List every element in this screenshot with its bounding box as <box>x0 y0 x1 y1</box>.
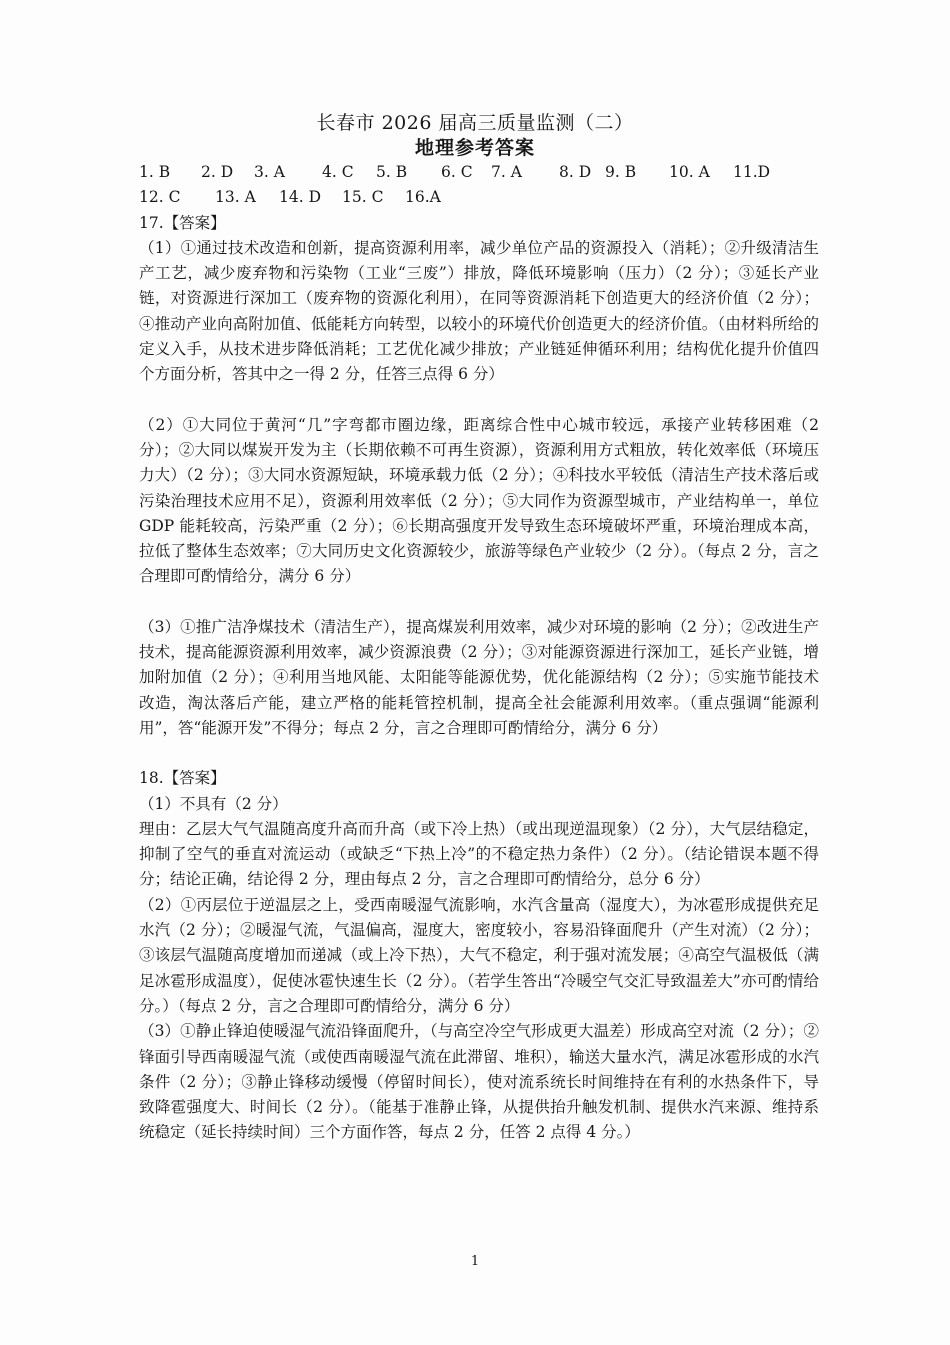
answer-body <box>139 160 819 1146</box>
q17-heading: 17.【答案】 <box>139 213 226 232</box>
mc-answer: 1. B <box>139 163 171 181</box>
mc-answer: 2. D <box>201 163 234 181</box>
mc-answer: 14. D <box>279 188 322 207</box>
q18-part3: （3）①静止锋迫使暖湿气流沿锋面爬升，（与高空冷空气形成更大温差）形成高空对流（2 分）；②锋面引导西南暖湿气流（或使西南暖湿气流在此滞留、堆积），输送大量水汽，满足冰雹形成的水汽条件（2 分）；③静止锋移动缓慢（停留时间长），使对流系统长时间维持在有利的水热条件下，导致降雹强度大、时间长（2 分）。（能基于准静止锋，从提供抬升触发机制、提供水汽来源、维持系统稳定（延长持续时间）三个方面作答，每点 2 分，任答 2 点得 4 分。） <box>139 1022 819 1142</box>
mc-answer: 9. B <box>605 163 637 181</box>
mc-answer: 12. C <box>139 188 181 207</box>
mc-answer: 11.D <box>733 163 771 181</box>
q18-part1: （1）不具有（2 分） <box>139 794 288 813</box>
mc-answer: 10. A <box>669 163 710 181</box>
mc-answer: 8. D <box>559 163 592 181</box>
q17-part2: （2）①大同位于黄河“几”字弯都市圈边缘，距离综合性中心城市较远，承接产业转移困难（2 分）；②大同以煤炭开发为主（长期依赖不可再生资源），资源利用方式粗放，转化效率低（环境压力大）（2 分）；③大同水资源短缺，环境承载力低（2 分）；④科技水平较低（清洁生产技术落后或污染治理技术应用不足），资源利用效率低（2 分）；⑤大同作为资源型城市，产业结构单一，单位 GDP 能耗较高，污染严重（2 分）；⑥长期高强度开发导致生态环境破坏严重，环境治理成本高，拉低了整体生态效率；⑦大同历史文化资源较少，旅游等绿色产业较少（2 分）。（每点 2 分，言之合理即可酌情给分，满分 6 分） <box>139 415 819 586</box>
mc-answer: 6. C <box>441 163 473 181</box>
document-subtitle: 地理参考答案 <box>414 137 535 159</box>
mc-answer: 5. B <box>376 163 408 181</box>
q17-part3: （3）①推广洁净煤技术（清洁生产），提高煤炭利用效率，减少对环境的影响（2 分）；②改进生产技术，提高能源资源利用效率，减少资源浪费（2 分）；③对能源资源进行深加工，延长产业链，增加附加值（2 分）；④利用当地风能、太阳能等能源优势，优化能源结构（2 分）；⑤实施节能技术改造，淘汰落后产能，建立严格的能耗管控机制，提高全社会能源利用效率。（重点强调“能源利用”，答“能源开发”不得分；每点 2 分，言之合理即可酌情给分，满分 6 分） <box>139 617 819 737</box>
mc-answer: 15. C <box>342 188 384 207</box>
mc-answer: 7. A <box>491 163 522 181</box>
multiple-choice-row-1 <box>139 160 819 185</box>
q17-part1: （1）①通过技术改造和创新，提高资源利用率，减少单位产品的资源投入（消耗）；②升级清洁生产工艺，减少废弃物和污染物（工业“三废”）排放，降低环境影响（压力）（2 分）；③延长产业链，对资源进行深加工（废弃物的资源化利用），在同等资源消耗下创造更大的经济价值（2 分）；④推动产业向高附加值、低能耗方向转型，以较小的环境代价创造更大的经济价值。（由材料所给的定义入手，从技术进步降低消耗；工艺优化减少排放；产业链延伸循环利用；结构优化提升价值四个方面分析，答其中之一得 2 分，任答三点得 6 分） <box>139 238 819 384</box>
mc-answer: 16.A <box>405 188 441 207</box>
multiple-choice-row-2 <box>139 185 819 210</box>
q18-part1-reason: 理由：乙层大气气温随高度升高而升高（或下冷上热）（或出现逆温现象）（2 分），大气层结稳定，抑制了空气的垂直对流运动（或缺乏“下热上冷”的不稳定热力条件）（2 分）。（结论错误本题不得分；结论正确，结论得 2 分，理由每点 2 分，言之合理即可酌情给分，总分 6 分） <box>139 819 819 889</box>
page-number: 1 <box>470 1254 480 1269</box>
mc-answer: 3. A <box>254 163 285 181</box>
q18-heading: 18.【答案】 <box>139 769 226 788</box>
mc-answer: 4. C <box>322 163 354 181</box>
document-title: 长春市 2026 届高三质量监测（二） <box>316 112 634 134</box>
q18-part2: （2）①丙层位于逆温层之上，受西南暖湿气流影响，水汽含量高（湿度大），为冰雹形成提供充足水汽（2 分）；②暖湿气流，气温偏高，湿度大，密度较小，容易沿锋面爬升（产生对流）（2 分）；③该层气温随高度增加而递减（或上冷下热），大气不稳定，利于强对流发展；④高空气温极低（满足冰雹形成温度），促使冰雹快速生长（2 分）。（若学生答出“冷暖空气交汇导致温差大”亦可酌情给分。）（每点 2 分，言之合理即可酌情给分，满分 6 分） <box>139 895 819 1015</box>
mc-answer: 13. A <box>215 188 256 207</box>
